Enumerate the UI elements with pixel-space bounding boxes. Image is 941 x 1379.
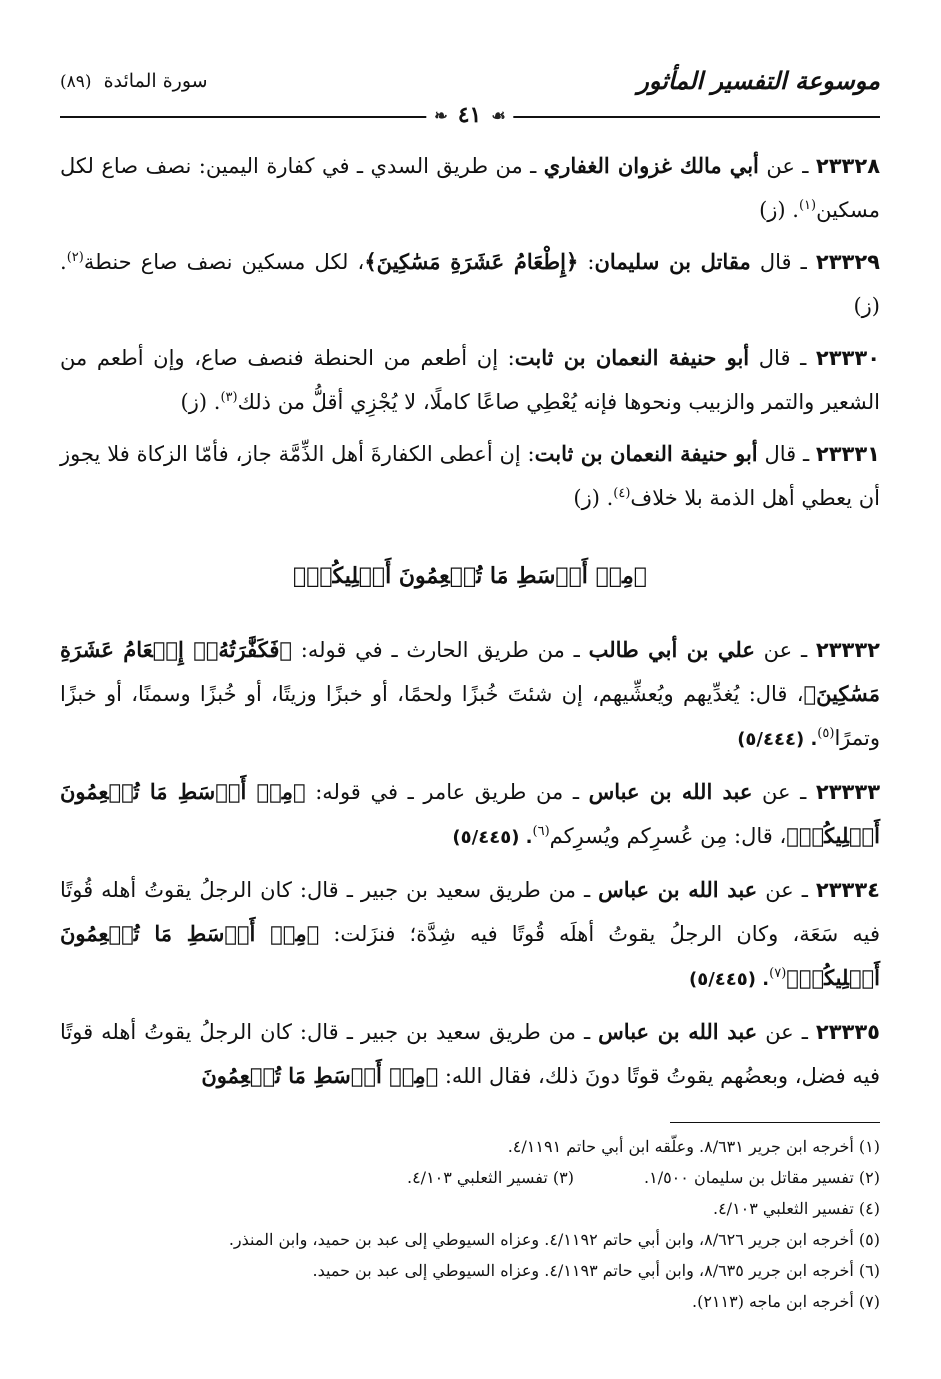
entry-23328 — [60, 144, 880, 232]
entry-text: ـ من طريق سعيد بن جبير ـ قال: كان الرجلُ يقوتُ أهله قُوتًا فيه سَعَة، وكان الرجلُ يقوتُ أهلَه قُوتًا فيه شِدَّة؛ فنزَلت: — [60, 878, 881, 946]
surah-name: سورة المائدة — [103, 70, 208, 92]
footnote-2: (٢) تفسير مقاتل بن سليمان ١/٥٠٠. — [644, 1168, 880, 1187]
entry-text: : إن أطعم من الحنطة فنصف صاع، وإن أطعم من الشعير والتمر والزبيب ونحوها فإنه يُعْطِي صاعًا كاملًا، لا يُجْزِي أقلُّ من ذلك — [60, 346, 880, 414]
book-title: موسوعة التفسير المأثور — [637, 66, 880, 95]
entry-number: ٢٣٣٣٠ — [815, 346, 881, 370]
quran-quote: ﴿فَكَفَّٰرَتُهُۥٓ إِطۡعَامُ عَشَرَةِ مَسَٰكِينَ﴾ — [60, 637, 880, 706]
entry-prefix: ـ عن — [754, 638, 816, 662]
entry-reference: . (ز) — [60, 250, 880, 318]
entry-prefix: ـ قال — [750, 250, 816, 274]
page-number: ٤١ — [457, 102, 482, 128]
entry-text: ـ من طريق سعيد بن جبير ـ قال: كان الرجلُ يقوتُ أهله قوتًا فيه فضل، وبعضُهم يقوتُ قوتًا دونَ ذلك، فقال الله: — [60, 1020, 880, 1088]
entry-text: ـ من طريق الحارث ـ في قوله: — [291, 638, 589, 662]
entry-text: ـ من طريق السدي ـ في كفارة اليمين: نصف صاع لكل مسكين — [60, 154, 880, 222]
footnote-marker[interactable]: (٦) — [532, 824, 550, 839]
footnote-marker[interactable]: (٣) — [220, 390, 238, 405]
entry-23330 — [60, 336, 880, 424]
footnote-5: (٥) أخرجه ابن جرير ٨/٦٢٦، وابن أبي حاتم ٤/١١٩٢. وعزاه السيوطي إلى عبد بن حميد، وابن المنذر. — [228, 1230, 880, 1249]
main-text — [60, 144, 880, 1100]
entry-number: ٢٣٣٢٨ — [815, 154, 881, 178]
quran-quote: ﴿مِنۡ أَوۡسَطِ مَا تُطۡعِمُونَ — [201, 1063, 439, 1088]
entry-number: ٢٣٣٣٤ — [815, 878, 880, 902]
footnote-marker[interactable]: (١) — [798, 198, 817, 213]
footnote-row-2-3 — [60, 1162, 880, 1193]
narrator-name: مقاتل بن سليمان — [594, 249, 751, 274]
footnote-marker[interactable]: (٥) — [817, 726, 835, 741]
footnote-7: (٧) أخرجه ابن ماجه (٢١١٣). — [692, 1292, 880, 1311]
book-page — [60, 60, 880, 1350]
narrator-name: أبو حنيفة النعمان بن ثابت — [514, 345, 750, 370]
entry-number: ٢٣٣٢٩ — [815, 250, 880, 274]
entry-23329 — [60, 240, 880, 328]
quran-quote: ﴿مِنۡ أَوۡسَطِ مَا تُطۡعِمُونَ أَهۡلِيكُمۡ﴾ — [60, 779, 880, 848]
entry-text: ، قال: يُغدِّيهم ويُعشِّيهم، إن شئتَ خُبزًا ولحمًا، أو خبزًا وزيتًا، أو خُبزًا وسمنًا، أو خبزًا وتمرًا — [60, 682, 880, 750]
entry-23335 — [60, 1010, 880, 1100]
entry-prefix: ـ قال — [749, 346, 816, 370]
entry-text: : — [578, 250, 595, 274]
entry-23331 — [60, 432, 880, 520]
entry-text: ـ من طريق عامر ـ في قوله: — [305, 780, 589, 804]
entry-reference: . (ز) — [573, 486, 614, 510]
page-number-block — [426, 102, 513, 128]
entry-reference: . (٥/٤٤٤) — [737, 729, 818, 750]
footnote-3: (٣) تفسير الثعلبي ٤/١٠٣. — [406, 1168, 574, 1187]
ayah-heading: ﴿مِنۡ أَوۡسَطِ مَا تُطۡعِمُونَ أَهۡلِيكُمۡ﴾ — [293, 563, 647, 589]
entry-23334 — [60, 868, 880, 1002]
surah-label — [60, 70, 208, 92]
narrator-name: عبد الله بن عباس — [588, 779, 753, 804]
narrator-name: أبو حنيفة النعمان بن ثابت — [534, 441, 758, 466]
footnote-marker[interactable]: (٤) — [613, 486, 631, 501]
entry-number: ٢٣٣٣٥ — [815, 1020, 880, 1044]
entry-text: ، لكل مسكين نصف صاع حنطة — [83, 250, 365, 274]
entry-number: ٢٣٣٣٢ — [815, 638, 880, 662]
quran-quote: ﴿مِنۡ أَوۡسَطِ مَا تُطۡعِمُونَ أَهۡلِيكُمۡ﴾ — [60, 921, 880, 990]
entry-number: ٢٣٣٣٣ — [815, 780, 881, 804]
surah-verse-number: (٨٩) — [60, 72, 92, 92]
entry-prefix: ـ عن — [757, 1020, 816, 1044]
narrator-name: عبد الله بن عباس — [598, 1019, 758, 1044]
footnote-marker[interactable]: (٢) — [66, 250, 84, 265]
footnote-marker[interactable]: (٧) — [769, 966, 787, 981]
narrator-name: علي بن أبي طالب — [588, 637, 755, 662]
footnote-6: (٦) أخرجه ابن جرير ٨/٦٣٥، وابن أبي حاتم ٤/١١٩٣. وعزاه السيوطي إلى عبد بن حميد. — [312, 1261, 880, 1280]
entry-text: ، قال: مِن عُسرِكم ويُسرِكم — [549, 824, 787, 848]
narrator-name: عبد الله بن عباس — [598, 877, 758, 902]
entry-text: : إن أعطى الكفارةَ أهل الذِّمَّة جاز، فأمّا الزكاة فلا يجوز أن يعطي أهل الذمة بلا خلاف — [60, 442, 880, 510]
page-header — [60, 60, 880, 128]
footnote-4: (٤) تفسير الثعلبي ٤/١٠٣. — [712, 1199, 880, 1218]
ornament-left-icon: ❧ — [434, 105, 448, 125]
narrator-name: أبي مالك غزوان الغفاري — [543, 153, 759, 178]
entry-23332 — [60, 628, 880, 762]
footnote-separator — [670, 1122, 880, 1123]
entry-reference: . (ز) — [759, 198, 799, 222]
entry-23333 — [60, 770, 880, 860]
footnote-1: (١) أخرجه ابن جرير ٨/٦٣١. وعلّقه ابن أبي حاتم ٤/١١٩١. — [507, 1137, 880, 1156]
entry-prefix: ـ قال — [757, 442, 816, 466]
entry-prefix: ـ عن — [757, 878, 816, 902]
entry-reference: . (٥/٤٤٥) — [689, 969, 770, 990]
entry-number: ٢٣٣٣١ — [815, 442, 880, 466]
footnotes — [60, 1131, 880, 1317]
ornament-right-icon: ☙ — [491, 105, 506, 125]
quran-quote: ﴿إِطْعَامُ عَشَرَةِ مَسَٰكِينَ﴾ — [364, 249, 579, 274]
entry-prefix: ـ عن — [752, 780, 816, 804]
entry-prefix: ـ عن — [758, 154, 816, 178]
entry-reference: . (٥/٤٤٥) — [452, 827, 533, 848]
entry-reference: . (ز) — [180, 390, 221, 414]
